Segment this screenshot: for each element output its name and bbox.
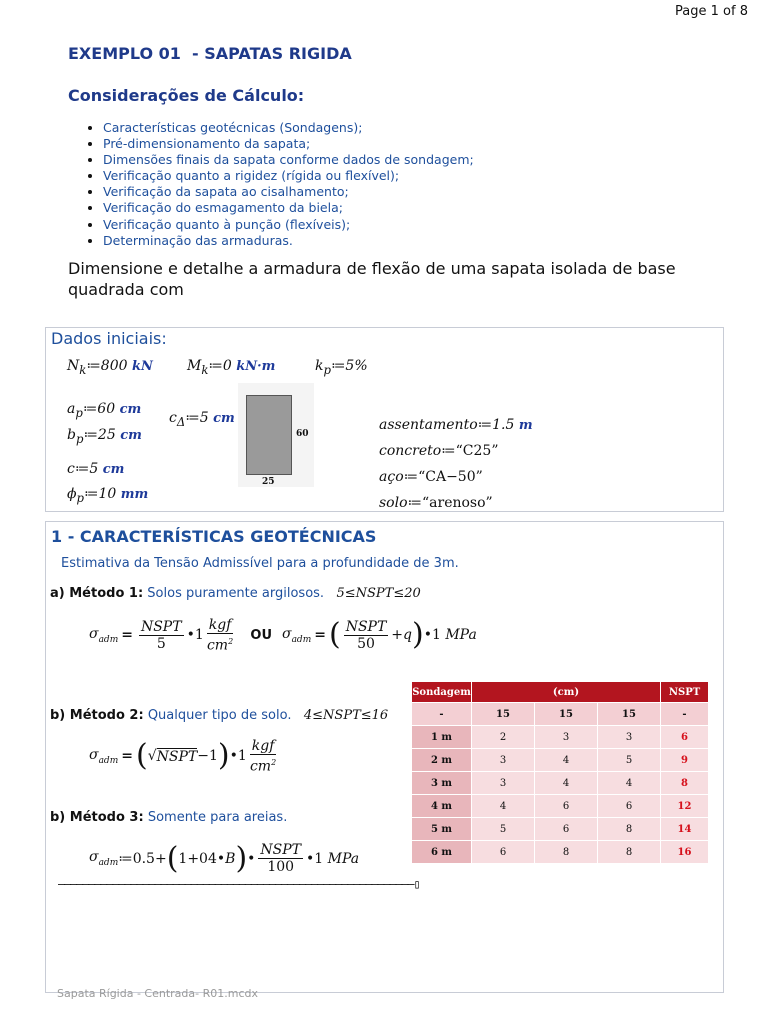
list-item: • Características geotécnicas (Sondagens); — [103, 120, 474, 136]
nk-definition: $N_k≔800$ kN — [67, 358, 153, 377]
table-cell: 3 — [472, 772, 535, 795]
phi-definition: $\phi_p≔10$ mm — [67, 486, 149, 505]
concreto-definition: concreto≔“C25” — [379, 443, 499, 459]
c-definition: c≔5 cm — [67, 461, 125, 477]
table-cell: 5 — [598, 749, 661, 772]
solo-definition: solo≔“arenoso” — [379, 495, 493, 511]
table-cell: 8 — [598, 841, 661, 864]
table-cell: 6 m — [412, 841, 472, 864]
table-cell: 4 — [535, 749, 598, 772]
table-cell: 6 — [598, 795, 661, 818]
table-row — [412, 772, 709, 795]
table-cell: 8 — [535, 841, 598, 864]
list-item: • Verificação da sapata ao cisalhamento; — [103, 184, 474, 200]
method1-heading: a) Método 1: Solos puramente argilosos. 5≤NSPT≤20 — [50, 586, 421, 601]
page-number: Page 1 of 8 — [675, 4, 748, 19]
table-row — [412, 841, 709, 864]
table-cell: 8 — [598, 818, 661, 841]
table-cell: 15 — [598, 703, 661, 726]
table-cell: 4 m — [412, 795, 472, 818]
table-header: (cm) — [472, 682, 661, 703]
table-row — [412, 726, 709, 749]
table-cell: 4 — [598, 772, 661, 795]
method2-formula: $\sigma_{adm}$ = ( √ NSPT −1 ) •1 $\frac{\text{kgf}}{cm^2}$ — [89, 738, 277, 775]
table-row — [412, 795, 709, 818]
list-item: • Dimensões finais da sapata conforme dados de sondagem; — [103, 152, 474, 168]
table-cell: 2 m — [412, 749, 472, 772]
table-cell: 16 — [661, 841, 709, 864]
table-header: Sondagem — [412, 682, 472, 703]
file-name-footer: Sapata Rígida - Centrada- R01.mcdx — [57, 987, 258, 1000]
table-cell: 4 — [472, 795, 535, 818]
list-item: • Verificação quanto à punção (flexíveis); — [103, 217, 474, 233]
table-cell: 6 — [661, 726, 709, 749]
mk-definition: $M_k≔0$ kN·m — [187, 358, 276, 377]
table-cell: 15 — [472, 703, 535, 726]
table-cell: 5 — [472, 818, 535, 841]
table-cell: 3 m — [412, 772, 472, 795]
table-cell: 9 — [661, 749, 709, 772]
table-row — [412, 703, 709, 726]
ap-definition: $a_p≔60$ cm — [67, 401, 142, 420]
estimate-text: Estimativa da Tensão Admissível para a profundidade de 3m. — [61, 556, 459, 571]
table-cell: 6 — [535, 795, 598, 818]
table-cell: - — [412, 703, 472, 726]
table-cell: 12 — [661, 795, 709, 818]
considerations-list — [86, 120, 474, 249]
method3-formula: $\sigma_{adm}$ ≔0.5+ ( 1+04 • B ) • $\frac{\text{NSPT}}{100}$ •1 MPa — [89, 840, 360, 876]
table-cell: 3 — [472, 749, 535, 772]
table-cell: 6 — [472, 841, 535, 864]
table-cell: 6 — [535, 818, 598, 841]
table-row — [412, 749, 709, 772]
initial-data-region — [45, 327, 724, 512]
bp-definition: $b_p≔25$ cm — [67, 427, 142, 446]
list-item: • Verificação do esmagamento da biela; — [103, 200, 474, 216]
section-subtitle: Considerações de Cálculo: — [68, 86, 305, 105]
kp-definition: $k_p≔5\%$ — [315, 358, 368, 377]
method1-formula: $\sigma_{adm}$ = $\frac{\text{NSPT}}{5}$ •1 $\frac{\text{kgf}}{cm^2}$ OU $\sigma_{adm}$ = ( $\frac{\text{NSPT}}{50}$ + q ) •1 MPa — [89, 617, 477, 654]
table-cell: - — [661, 703, 709, 726]
table-cell: 15 — [535, 703, 598, 726]
table-cell: 1 m — [412, 726, 472, 749]
problem-statement: Dimensione e detalhe a armadura de flexão de uma sapata isolada de base quadrada com — [68, 259, 676, 299]
initial-data-title: Dados iniciais: — [51, 329, 167, 348]
table-cell: 14 — [661, 818, 709, 841]
aco-definition: aço≔“CA−50” — [379, 469, 483, 485]
table-cell: 5 m — [412, 818, 472, 841]
list-item: • Verificação quanto a rigidez (rígida ou flexível); — [103, 168, 474, 184]
list-item: • Pré-dimensionamento da sapata; — [103, 136, 474, 152]
pillar-height-label: 60 — [296, 429, 309, 439]
table-cell: 3 — [535, 726, 598, 749]
table-header: NSPT — [661, 682, 709, 703]
method2-heading: b) Método 2: Qualquer tipo de solo. 4≤NSPT≤16 — [50, 708, 389, 723]
table-cell: 8 — [661, 772, 709, 795]
page-title: EXEMPLO 01 - SAPATAS RIGIDA — [68, 44, 352, 63]
method3-heading: b) Método 3: Somente para areias. — [50, 810, 288, 825]
pillar-section — [246, 395, 292, 475]
section-title: 1 - CARACTERÍSTICAS GEOTÉCNICAS — [51, 527, 377, 546]
table-cell: 4 — [535, 772, 598, 795]
list-item: • Determinação das armaduras. — [103, 233, 474, 249]
assentamento-definition: assentamento≔1.5 m — [379, 417, 533, 433]
pillar-figure — [238, 383, 314, 487]
table-cell: 3 — [598, 726, 661, 749]
region-separator: ———————————————————————————————————————————————————————————▯ — [58, 877, 420, 891]
cdelta-definition: $c_\Delta≔5$ cm — [169, 410, 235, 429]
pillar-width-label: 25 — [262, 477, 275, 487]
spt-table — [411, 681, 709, 864]
table-cell: 2 — [472, 726, 535, 749]
table-row — [412, 818, 709, 841]
